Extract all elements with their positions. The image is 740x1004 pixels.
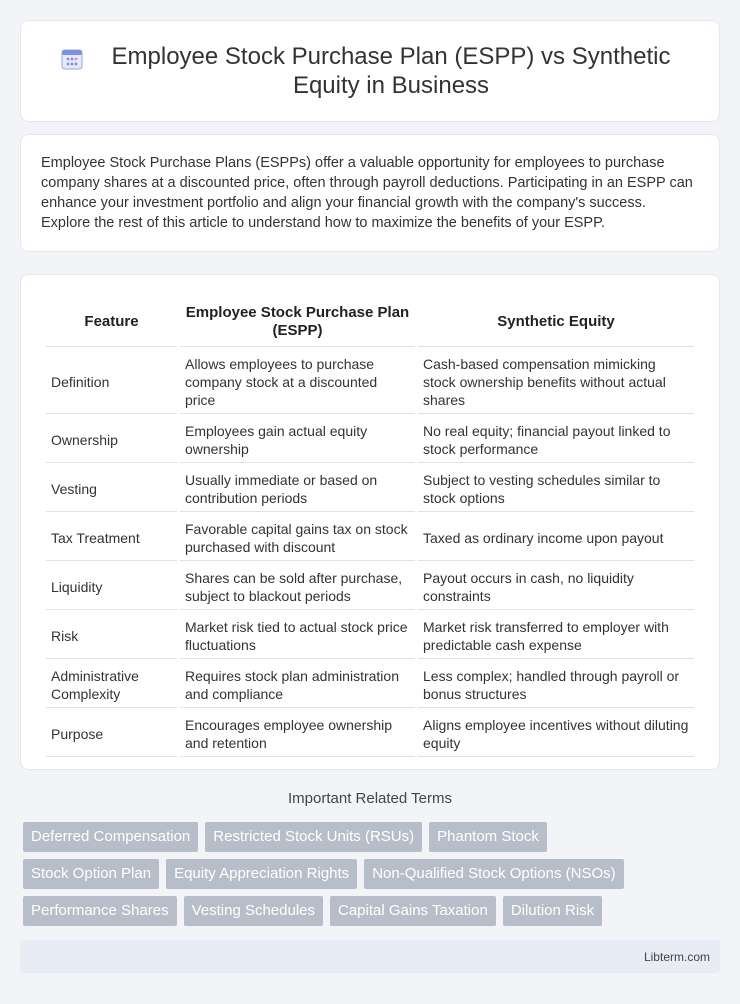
row-synthetic: Market risk transferred to employer with predictable cash expense (418, 613, 694, 659)
tag-phantom-stock[interactable]: Phantom Stock (429, 822, 547, 852)
table-row (46, 564, 694, 610)
table-row (46, 466, 694, 512)
page-title: Employee Stock Purchase Plan (ESPP) vs Synthetic Equity in Business (111, 43, 671, 99)
tag-equity-appreciation-rights[interactable]: Equity Appreciation Rights (166, 859, 357, 889)
row-feature: Liquidity (46, 564, 177, 610)
row-espp: Usually immediate or based on contribution periods (180, 466, 415, 512)
row-synthetic: Taxed as ordinary income upon payout (418, 515, 694, 561)
header-espp: Employee Stock Purchase Plan (ESPP) (180, 298, 415, 347)
row-synthetic: Cash-based compensation mimicking stock ownership benefits without actual shares (418, 350, 694, 414)
row-feature: Risk (46, 613, 177, 659)
title-card (20, 20, 720, 122)
tag-non-qualified-stock-options[interactable]: Non-Qualified Stock Options (NSOs) (364, 859, 623, 889)
row-feature: Tax Treatment (46, 515, 177, 561)
row-synthetic: Payout occurs in cash, no liquidity constraints (418, 564, 694, 610)
table-row (46, 515, 694, 561)
row-synthetic: Aligns employee incentives without diluting equity (418, 711, 694, 757)
table-row (46, 350, 694, 414)
intro-paragraph: Employee Stock Purchase Plans (ESPPs) offer a valuable opportunity for employees to purchase company shares at a discounted price, often through payroll deductions. Participating in an ESPP can enhance your investment portfolio and align your financial growth with the company's success. Explore the rest of this article to understand how to maximize the benefits of your ESPP. (41, 155, 693, 231)
tag-vesting-schedules[interactable]: Vesting Schedules (184, 896, 323, 926)
row-feature: Ownership (46, 417, 177, 463)
tag-row (23, 822, 723, 852)
calendar-grid-icon (59, 46, 85, 72)
row-espp: Allows employees to purchase company stock at a discounted price (180, 350, 415, 414)
tag-performance-shares[interactable]: Performance Shares (23, 896, 177, 926)
row-espp: Employees gain actual equity ownership (180, 417, 415, 463)
tag-row (23, 859, 723, 889)
related-terms-list (23, 822, 723, 933)
comparison-card (20, 274, 720, 770)
tag-row (23, 896, 723, 926)
row-feature: Purpose (46, 711, 177, 757)
tag-capital-gains-taxation[interactable]: Capital Gains Taxation (330, 896, 496, 926)
tag-deferred-compensation[interactable]: Deferred Compensation (23, 822, 198, 852)
table-row (46, 417, 694, 463)
table-row (46, 613, 694, 659)
row-feature: Administrative Complexity (46, 662, 177, 708)
row-feature: Definition (46, 350, 177, 414)
footer-site-link[interactable]: Libterm.com (643, 949, 710, 964)
row-synthetic: Subject to vesting schedules similar to stock options (418, 466, 694, 512)
comparison-table (43, 295, 697, 760)
table-header-row (46, 298, 694, 347)
row-synthetic: Less complex; handled through payroll or bonus structures (418, 662, 694, 708)
related-terms-title: Important Related Terms (288, 790, 452, 807)
table-row (46, 662, 694, 708)
row-feature: Vesting (46, 466, 177, 512)
intro-card (20, 134, 720, 252)
table-row (46, 711, 694, 757)
row-espp: Requires stock plan administration and compliance (180, 662, 415, 708)
row-espp: Shares can be sold after purchase, subject to blackout periods (180, 564, 415, 610)
row-espp: Encourages employee ownership and retention (180, 711, 415, 757)
footer (20, 940, 720, 973)
row-synthetic: No real equity; financial payout linked to stock performance (418, 417, 694, 463)
row-espp: Market risk tied to actual stock price fluctuations (180, 613, 415, 659)
tag-restricted-stock-units[interactable]: Restricted Stock Units (RSUs) (205, 822, 422, 852)
row-espp: Favorable capital gains tax on stock purchased with discount (180, 515, 415, 561)
header-feature: Feature (46, 298, 177, 347)
tag-stock-option-plan[interactable]: Stock Option Plan (23, 859, 159, 889)
tag-dilution-risk[interactable]: Dilution Risk (503, 896, 602, 926)
header-synthetic-equity: Synthetic Equity (418, 298, 694, 347)
